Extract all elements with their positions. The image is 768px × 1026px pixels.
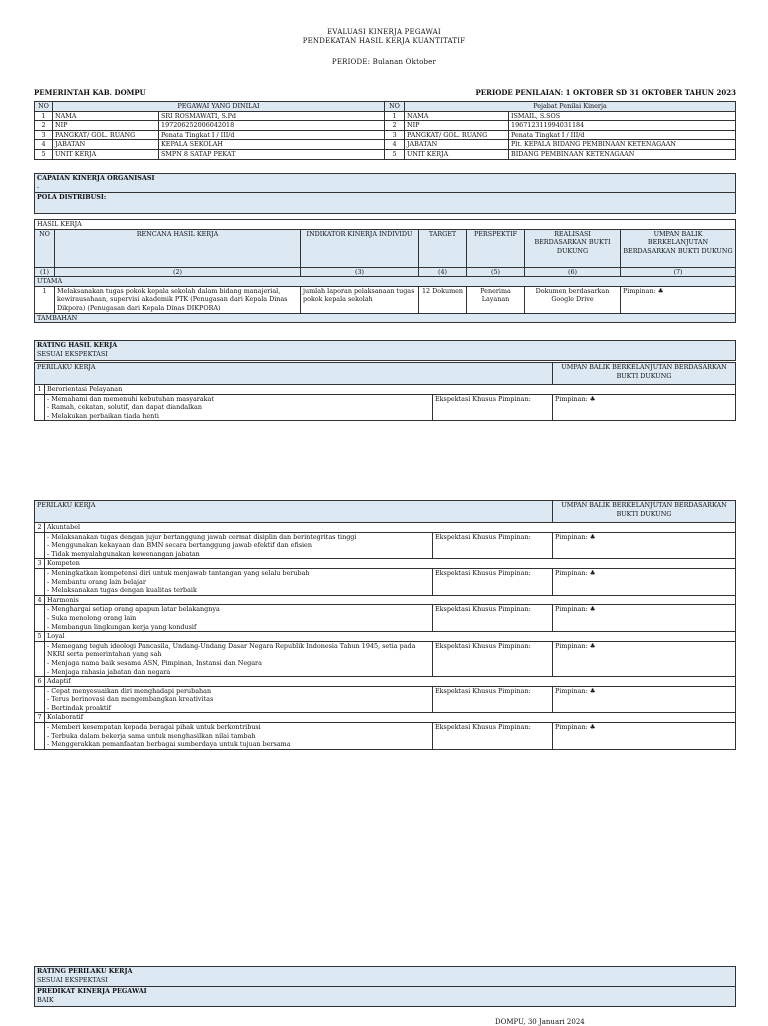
- rating-hasil-table: [34, 340, 736, 361]
- tambahan-label: TAMBAHAN: [35, 313, 736, 323]
- perilaku-row: - Meningkatkan kompetensi diri untuk menjawab tantangan yang selalu berubah - Membantu orang lain belajar - Melaksanakan tugas dengan kualitas terbaik Ekspektasi Khusus Pimpinan: Pimpinan: ♣: [35, 568, 736, 595]
- no-header-2: NO: [385, 102, 405, 112]
- periode-penilaian: PERIODE PENILAIAN: 1 OKTOBER SD 31 OKTOBER TAHUN 2023: [475, 88, 736, 97]
- footer-date: DOMPU, 30 Januari 2024: [495, 1018, 585, 1026]
- identity-row: 5 UNIT KERJA SMPN 8 SATAP PEKAT 5 UNIT KERJA BIDANG PEMBINAAN KETENAGAAN: [35, 149, 736, 159]
- perilaku-row: - Memahami dan memenuhi kebutuhan masyarakat - Ramah, cekatan, solutif, dan dapat diandalkan - Melakukan perbaikan tiada henti Ekspektasi Khusus Pimpinan: Pimpinan: ♣: [35, 394, 736, 421]
- perilaku-header-label: PERILAKU KERJA: [35, 363, 553, 385]
- capaian-table: [34, 173, 736, 214]
- rating-perilaku-value: SESUAI EKSPEKTASI: [37, 975, 108, 984]
- perilaku-row: - Memegang teguh ideologi Pancasila, Undang-Undang Dasar Negara Republik Indonesia Tahun 1945, setia pada NKRI serta pemerintahan yang sah - Menjaga nama baik sesama ASN, Pimpinan, Instansi dan Negara - Menjaga rahasia jabatan dan negara Ekspektasi Khusus Pimpinan: Pimpinan: ♣: [35, 641, 736, 676]
- identity-row: 2 NIP 197206252006042018 2 NIP 196712311994031184: [35, 121, 736, 131]
- rating-perilaku-label: RATING PERILAKU KERJA: [37, 967, 133, 975]
- capaian-value: -: [37, 182, 40, 191]
- identity-table: [34, 101, 736, 160]
- hasil-kerja-table: HASIL KERJA NO RENCANA HASIL KERJA INDIKATOR KINERJA INDIVIDU TARGET PERSPEKTIF REALISASI BERDASARKAN BUKTI DUKUNG UMPAN BALIK BERKELANJUTAN BERDASARKAN BUKTI DUKUNG (1) (2) (3) (4) (5) (6) (7) UTAMA 1 Melaksanakan tugas pokok kepala sekolah dalam bidang manajerial, kewirausahaan, supervisi akademik PTK (Penugasan dari Kepala Dinas Dikpora) (Penugasan dari Kepala Dinas DIKPORA) jumlah laporan pelaksanaan tugas pokok kepala sekolah 12 Dokumen Penerima Layanan Dokumen berdasarkan Google Drive Pimpinan: ♣ TAMBAHAN: [34, 219, 736, 323]
- top-row: [34, 88, 736, 97]
- pola-label: POLA DISTRIBUSI:: [37, 193, 107, 201]
- penilai-header: Pejabat Penilai Kinerja: [405, 102, 736, 112]
- rating-perilaku-table: [34, 966, 736, 1007]
- instansi: PEMERINTAH KAB. DOMPU: [34, 88, 146, 97]
- rating-hasil-value: SESUAI EKSPEKTASI: [37, 349, 108, 358]
- doc-title: EVALUASI KINERJA PEGAWAI: [327, 28, 441, 36]
- perilaku-table-1: PERILAKU KERJA UMPAN BALIK BERKELANJUTAN BERDASARKAN BUKTI DUKUNG 1 Berorientasi Pelayanan - Memahami dan memenuhi kebutuhan masyarakat - Ramah, cekatan, solutif, dan dapat diandalkan - Melakukan perbaikan tiada henti Ekspektasi Khusus Pimpinan: Pimpinan: ♣: [34, 362, 736, 421]
- perilaku-row: - Melaksanakan tugas dengan jujur bertanggung jawab cermat disiplin dan berintegritas tinggi - Menggunakan kekayaan dan BMN secara bertanggung jawab efektif dan efisien - Tidak menyalahgunakan kewenangan jabatan Ekspektasi Khusus Pimpinan: Pimpinan: ♣: [35, 532, 736, 559]
- predikat-value: BAIK: [37, 995, 54, 1004]
- hasil-kerja-row: 1 Melaksanakan tugas pokok kepala sekolah dalam bidang manajerial, kewirausahaan, supervisi akademik PTK (Penugasan dari Kepala Dinas Dikpora) (Penugasan dari Kepala Dinas DIKPORA) jumlah laporan pelaksanaan tugas pokok kepala sekolah 12 Dokumen Penerima Layanan Dokumen berdasarkan Google Drive Pimpinan: ♣: [35, 286, 736, 313]
- perilaku-row: - Menghargai setiap orang apapun latar belakangnya - Suka menolong orang lain - Membangun lingkungan kerja yang kondusif Ekspektasi Khusus Pimpinan: Pimpinan: ♣: [35, 605, 736, 632]
- perilaku-row: - Memberi kesempatan kepada beragai pihak untuk berkontribusi - Terbuka dalam bekerja sama untuk menghasilkan nilai tambah - Menggerakkan pemanfaatan berbagai sumberdaya untuk tujuan bersama Ekspektasi Khusus Pimpinan: Pimpinan: ♣: [35, 723, 736, 750]
- identity-row: 3 PANGKAT/ GOL. RUANG Penata Tingkat I / III/d 3 PANGKAT/ GOL. RUANG Penata Tingkat I / III/d: [35, 130, 736, 140]
- capaian-label: CAPAIAN KINERJA ORGANISASI: [37, 174, 155, 182]
- no-header: NO: [35, 102, 53, 112]
- rating-hasil-label: RATING HASIL KERJA: [37, 341, 118, 349]
- doc-periode: PERIODE: Bulanan Oktober: [331, 58, 437, 66]
- perilaku-row: - Cepat menyesuaikan diri menghadapi perubahan - Terus berinovasi dan mengembangkan kreativitas - Bertindak proaktif Ekspektasi Khusus Pimpinan: Pimpinan: ♣: [35, 686, 736, 713]
- dinilai-header: PEGAWAI YANG DINILAI: [53, 102, 385, 112]
- identity-row: 1 NAMA SRI ROSMAWATI, S.Pd 1 NAMA ISMAIL, S.SOS: [35, 111, 736, 121]
- hasil-kerja-label: HASIL KERJA: [35, 220, 736, 230]
- perilaku-header-umpan: UMPAN BALIK BERKELANJUTAN BERDASARKAN BUKTI DUKUNG: [553, 363, 736, 385]
- utama-label: UTAMA: [35, 277, 736, 287]
- doc-subtitle: PENDEKATAN HASIL KERJA KUANTITATIF: [302, 37, 466, 45]
- predikat-label: PREDIKAT KINERJA PEGAWAI: [37, 987, 147, 995]
- perilaku-table-2: PERILAKU KERJA UMPAN BALIK BERKELANJUTAN BERDASARKAN BUKTI DUKUNG 2 Akuntabel - Melaksanakan tugas dengan jujur bertanggung jawab cermat disiplin dan berintegritas tinggi - Menggunakan kekayaan dan BMN secara bertanggung jawab efektif dan efisien - Tidak menyalahgunakan kewenangan jabatan Ekspektasi Khusus Pimpinan: Pimpinan: ♣ 3 Kompeten - Meningkatkan kompetensi diri untuk menjawab tantangan yang selalu berubah - Membantu orang lain belajar - Melaksanakan tugas dengan kualitas terbaik Ekspektasi Khusus Pimpinan: Pimpinan: ♣ 4 Harmonis - Menghargai setiap orang apapun latar belakangnya - Suka menolong orang lain - Membangun lingkungan kerja yang kondusif Ekspektasi Khusus Pimpinan: Pimpinan: ♣ 5 Loyal - Memegang teguh ideologi Pancasila, Undang-Undang Dasar Negara Republik Indonesia Tahun 1945, setia pada NKRI serta pemerintahan yang sah - Menjaga nama baik sesama ASN, Pimpinan, Instansi dan Negara - Menjaga rahasia jabatan dan negara Ekspektasi Khusus Pimpinan: Pimpinan: ♣ 6 Adaptif - Cepat menyesuaikan diri menghadapi perubahan - Terus berinovasi dan mengembangkan kreativitas - Bertindak proaktif Ekspektasi Khusus Pimpinan: Pimpinan: ♣ 7 Kolaboratif - Memberi kesempatan kepada beragai pihak untuk berkontribusi - Terbuka dalam bekerja sama untuk menghasilkan nilai tambah - Menggerakkan pemanfaatan berbagai sumberdaya untuk tujuan bersama Ekspektasi Khusus Pimpinan: Pimpinan: ♣: [34, 500, 736, 750]
- identity-row: 4 JABATAN KEPALA SEKOLAH 4 JABATAN Plt. KEPALA BIDANG PEMBINAAN KETENAGAAN: [35, 140, 736, 150]
- perilaku-name: Berorientasi Pelayanan: [45, 385, 736, 395]
